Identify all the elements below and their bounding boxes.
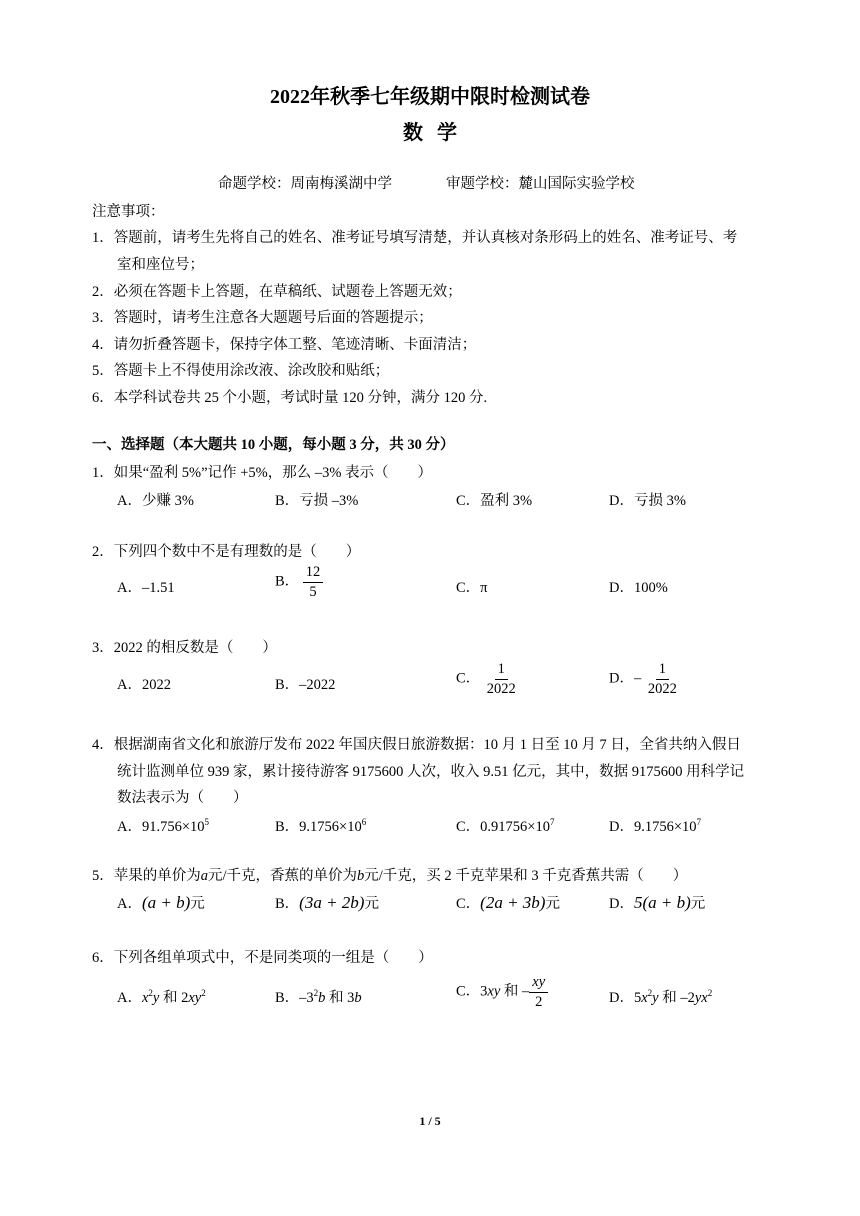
q4-option-a [117,815,209,836]
question-4-line-2: 统计监测单位 939 家，累计接待游客 9175600 人次，收入 9.51 亿元，其中，数据 9175600 用科学记 [117,764,745,780]
q1-option-a: A．少赚 3% [117,493,194,509]
notes-title: 注意事项： [92,204,165,220]
monomial: $-3^2b$ [299,988,326,1006]
unit-yuan: 元 [364,896,379,912]
monomial: 3b [347,990,362,1006]
fraction-numerator: 1 [495,661,508,680]
q6-option-c: C．3xy 和 – $\frac{xy}{2}$ [456,974,548,1010]
exam-title: 2022年秋季七年级期中限时检测试卷 [270,86,590,108]
exponent: 5 [204,817,210,828]
question-3-stem: 3．2022 的相反数是（ ） [92,640,277,656]
q4-option-b [275,815,366,836]
page-number: 1 / 5 [419,1114,441,1128]
monomial: $-2yx^2$ [680,988,713,1006]
q3-option-c-label: C． [456,670,481,687]
exponent: 7 [696,817,702,828]
q5-stem-part: 元/千克，买 2 千克苹果和 3 千克香蕉共需（ ） [364,868,688,884]
q1-option-b: B．亏损 –3% [275,493,359,509]
fraction-numerator: 12 [303,564,324,583]
q3-option-d-label: D．– [609,670,642,687]
q4-option-d-text: D．9.1756×10 [609,819,697,835]
and-word: 和 [329,990,344,1006]
and-word: 和 [503,983,519,1000]
section-heading: 一、选择题（本大题共 10 小题，每小题 3 分，共 30 分） [92,437,455,453]
setter-school: 命题学校：周南梅溪湖中学 [218,176,392,192]
note-item: 6．本学科试卷共 25 个小题，考试时量 120 分钟，满分 120 分. [92,390,488,406]
unit-yuan: 元 [545,896,560,912]
note-item: 3．答题时，请考生注意各大题题号后面的答题提示； [92,310,433,326]
monomial: $2xy^2$ [181,988,206,1006]
fraction-xy-over-2 [529,974,548,1010]
q6-option-b-label: B． [275,990,300,1006]
q5-option-b-expression: (3a + 2b) [299,893,365,912]
q5-option-d-label: D． [609,896,634,912]
exponent: 6 [361,817,367,828]
q6-option-c-label: C． [456,983,481,1000]
note-item: 4．请勿折叠答题卡，保持字体工整、笔迹清晰、卡面清洁； [92,337,477,353]
q5-option-b [275,892,379,913]
q4-option-a-text: A．91.756×10 [117,819,205,835]
fraction-denominator: 2022 [486,680,516,697]
fraction-12-over-5 [303,564,324,600]
monomial: $5x^2y$ [633,988,659,1006]
note-item-continuation: 室和座位号； [117,257,204,273]
and-word: 和 [162,990,178,1006]
q3-option-d [609,661,680,697]
exponent: 7 [549,817,555,828]
q5-option-a-expression: (a + b) [141,893,191,912]
q5-option-c-label: C． [456,896,481,912]
q1-option-d: D．亏损 3% [609,493,686,509]
q5-option-d-expression: 5(a + b) [633,893,691,912]
question-5-stem [92,864,687,885]
q1-option-c: C．盈利 3% [456,493,533,509]
q4-option-b-text: B．9.1756×10 [275,819,362,835]
unit-yuan: 元 [690,896,706,912]
note-item: 2．必须在答题卡上答题，在草稿纸、试题卷上答题无效； [92,284,462,300]
fraction-1-over-2022 [484,661,519,697]
fraction-denominator: 2022 [647,680,677,697]
q2-option-b [275,564,323,600]
monomial: 3xy [480,983,501,1000]
fraction-numerator: 1 [656,661,669,680]
q5-stem-part: 5．苹果的单价为 [92,868,201,884]
monomial: $x^2y$ [141,988,160,1006]
q6-option-b [275,986,362,1007]
q4-option-d [609,815,701,836]
q3-option-a: A．2022 [117,677,171,693]
q5-option-c [456,892,560,913]
subject-title: 数学 [403,122,471,144]
q2-option-c: C．π [456,580,488,596]
q3-option-c [456,661,519,697]
reviewer-school: 审题学校：麓山国际实验学校 [446,176,635,192]
unit-yuan: 元 [190,896,205,912]
q2-option-d: D．100% [609,580,668,596]
q5-option-d [609,892,705,913]
question-6-stem: 6．下列各组单项式中，不是同类项的一组是（ ） [92,950,433,966]
q6-option-a [117,986,206,1007]
q6-option-d-label: D． [609,990,634,1006]
note-item: 5．答题卡上不得使用涂改液、涂改胶和贴纸； [92,363,390,379]
fraction-1-over-2022 [645,661,680,697]
q4-option-c [456,815,554,836]
variable-a: a [200,868,208,884]
q5-stem-part: 元/千克，香蕉的单价为 [208,868,358,884]
q2-option-a: A．–1.51 [117,580,175,596]
question-1-stem: 1．如果“盈利 5%”记作 +5%，那么 –3% 表示（ ） [92,465,433,481]
q2-option-b-label: B． [275,573,300,590]
q5-option-a [117,892,205,913]
fraction-denominator: 2 [535,993,543,1010]
q5-option-a-label: A． [117,896,142,912]
fraction-denominator: 5 [309,583,317,600]
question-4-line-1: 4．根据湖南省文化和旅游厅发布 2022 年国庆假日旅游数据：10 月 1 日至 10 月 7 日，全省共纳入假日 [92,737,741,753]
question-2-stem: 2．下列四个数中不是有理数的是（ ） [92,544,361,560]
q3-option-b: B．–2022 [275,677,336,693]
fraction-numerator: xy [529,974,548,993]
note-item: 1．答题前，请考生先将自己的姓名、准考证号填写清楚，并认真核对条形码上的姓名、准考证号、考 [92,230,738,246]
variable-b: b [357,868,365,884]
q5-option-c-expression: (2a + 3b) [480,893,546,912]
q5-option-b-label: B． [275,896,300,912]
and-word: 和 [662,990,677,1006]
q4-option-c-text: C．0.91756×10 [456,819,550,835]
q6-option-a-label: A． [117,990,142,1006]
q6-option-d [609,986,712,1007]
question-4-line-3: 数法表示为（ ） [117,790,248,806]
